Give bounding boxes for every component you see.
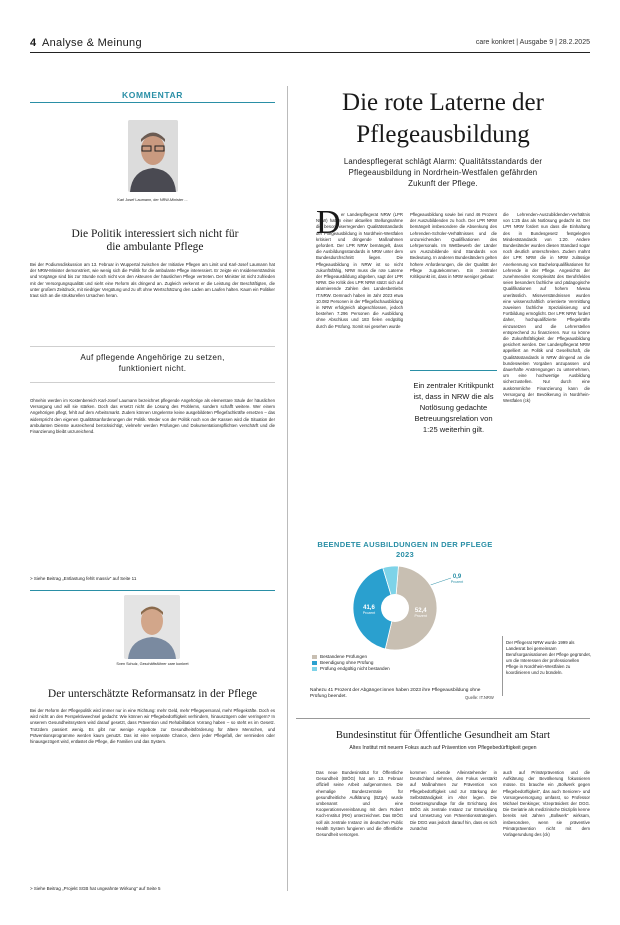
second-article-col3: auch auf Primärprävention und die Aufklärung der Bevölkerung fokussieren müsse. Es brauche ein „Bollwerk gegen Pflegebedürftigkeit“, das auch Senioren- und Vorsorgeversorgung umfasst, so Professor Michael Denkinger, Vizepräsident der DGG. Die Geriatrie als medizinische Disziplin kenne bereits seit Jahren „Bollwerk“ wirksam, insbesondere, wenn sie präventive Primärprävention nicht mit dem Vorlagerundung des (ck) <box>503 770 590 838</box>
pie-value-label: 0,9 <box>452 574 462 580</box>
commentary1-body: Bei der Podiumsdiskussion am 13. Februar in Wuppertal zwischen der Initiative Pflegen am Limit und Karl-Josef Laumann hat der NRW-Minister demonstriert, wie wenig sich die Politik für die ambulante Pflege interessiert. Er zeigte ein Insiderverständnis und Vorgänge sind bis zur Stunde noch nicht von den Akteuren der häuslichen Pflege vertreten. Der Minister ist nicht zufrieden mit der Versorgungsqualität und sieht eine Reform als dringend an. Zugleich verkennt er die Leistung der Beschäftigten, die unter großem Zeitdruck, mit niedriger Vergütung und zu oft ohne Wertschätzung den Laden am Laufen halten. Kaum ein Politiker traut sich an die strukturellen Ursachen heran. <box>30 262 275 299</box>
chart-legend <box>312 654 502 672</box>
second-article-title: Bundesinstitut für Öffentliche Gesundheit am Start <box>335 730 551 741</box>
chart-source: Quelle: IT.NRW <box>465 695 494 700</box>
issue-info: care konkret | Ausgabe 9 | 28.2.2025 <box>475 39 590 46</box>
chart-note: Nahezu 41 Prozent der Abgänger:innen haben 2023 ihre Pflegeausbildung ohne Prüfung beendet. <box>310 688 481 700</box>
author1-photo <box>128 120 178 192</box>
legend-swatch <box>312 655 317 659</box>
page-number: 4 <box>30 37 37 49</box>
author1-caption: Karl Josef Laumann, der NRW-Minister ... <box>117 198 188 202</box>
article-quote: Ein zentraler Kritikpunkt ist, dass in NRW die als Notlösung gedachte Betreuungsrelation von 1:25 weiterhin gilt. <box>413 381 494 434</box>
article-col3: die Lehrenden-Auszubildenden-Verhältnis von 1:25 das als Notlösung gedacht ist. Der LPR NRW fordert nun dass die Einhaltung des in Bundesgesetz festgelegten Mindeststandards von 1:20. Andere Bundesländer wurden diesen Standard sogar noch deutlich unterschreiten. Zudem mahnt der LPR NRW die in NRW zulässige Anerkennung von Bachelorqualifikationen für Lehrende in der Pflege. Angesichts der zunehmenden Komplexität des Berufsfeldes seien besonders fachliche und pädagogische Qualifikationen auf hohem Niveau unerlässlich. Missverständnissen wurden eine wissenschaftlich orientierte Vermittlung zuweisen fachliche Spezialisierung und Fortbildung ermöglicht. Der LPR NRW fordert daher, hochqualifizierte Pflegekräfte einzusetzen und die Lehrerstellen entsprechend zu finanzieren. Nur so könne die Zukunftsfähigkeit der Pflegeausbildung gesichert werden. Der Landespflegerat NRW appelliert an Politik und Gesellschaft, die Qualitätsstandards in NRW dringend an die bundesweiten Vorgaben anzupassen und dauerhafte Anstrengungen zu unternehmen, um eine hochwertige Ausbildung sicherzustellen. Nur durch eine auskömmliche Finanzierung kann die Versorgung der Bevölkerung in Nordrhein-Westfalen (ck) <box>503 212 590 404</box>
legend-swatch <box>312 667 317 671</box>
pie-center-hole <box>381 594 409 622</box>
commentary2-link[interactable]: > Siehe Beitrag „Projekt SGB hat ungeahnte Wirkung“ auf Seite 5 <box>30 886 161 891</box>
commentary1-body-continued: Ohnehin werden im Kostenbereich Karl-Josef Laumann bezeichnet pflegende Angehörige als elementare Säule der häuslichen Versorgung und will sie stärken. Doch das ersetzt nicht die Lösung des Problems, sondern schafft weitere. Wer einem Angehörigen pflegt, fehlt auf dem Arbeitsmarkt. Zudem können Ungelernte keine ausgebildeten Pflegefachkräfte ersetzen – das widerspricht den eigenen Qualitätsanforderungen der Politik. Weder von der Politik noch von der Kassen wird die Situation der ambulanten Dienste ausreichend berücksichtigt, vielmehr werden Prüfungen und Dokumentationspflichten verschärft und die Finanzierung bleibt unzureichend. <box>30 398 275 435</box>
author2-caption: Sven Schulz, Geschäftsführer care konkret <box>116 662 189 666</box>
commentary1-headline: Die Politik interessiert sich nicht für die ambulante Pflege <box>71 228 239 253</box>
article-col2: Pflegeausbildung sowie bei rund 46 Prozent der Auszubildenden zu hoch. Der LPR NRW bemängelt insbesondere die Absenkung des Lehrenden-Schüler-Verhältnisses und die unzureichenden Qualifikationen des Lehrpersonals. Im Wettbewerb der Länder um Auszubildende sind Standards von Bedeutung. In anderen Bundesländern gelten höhere Anforderungen, die der Qualität der Pflege zugutekommen. Ein zentraler Kritikpunkt ist, dass in NRW weniger gebaut <box>410 212 497 280</box>
article-col1: er Landespflegerat NRW (LPR NRW) hat in einer aktuellen Stellungnahme die besorgniserregenden Qualitätsstandards der Pflegeausbildung in Nordrhein-Westfalen kritisiert und dringende Maßnahmen gefordert. Der LPR NRW bemängelt, dass die Ausbildungsstandards in NRW unter dem Bundesdurchschnitt liegen. Die Pflegeausbildung in NRW ist so nicht zukunftsfähig, NRW muss die rote Laterne der Pflegeausbildung abgeben, sagt der LPR NRW. Die Kritik des LPR NRW stützt sich auf alarmierende Zahlen des Landesbetriebs IT.NRW. Demnach haben im Jahr 2023 etwa 10.082 Personen in der Pflegefachausbildung in NRW erfolgreich abgeschlossen, jedoch bestehen 7.296 Personen die Ausbildung ohne Abschluss und 183 fielen endgültig durch die Prüfung. Somit sei gesehen wurde <box>316 212 403 329</box>
second-article-col1: Das neue Bundesinstitut für Öffentliche Gesundheit (BIÖG) hat am 13. Februar offiziell seine Arbeit aufgenommen. Die ehemalige Bundeszentrale für gesundheitliche Aufklärung (BZgA) wurde umbenannt und eine Kooperationsvereinbarung mit dem Robert Koch-Institut (RKI) unterzeichnet. Das BIÖG soll als zentrale Instanz im deutschen Public Health System fungieren und die öffentliche Gesundheit versorgen. <box>316 770 403 838</box>
second-article-subtitle: Altes Institut mit neuem Fokus auch auf Prävention von Pflegebedürftigkeit gegen <box>349 745 537 751</box>
commentary2-body: Bei der Reform der Pflegepolitik wird immer nur in eine Richtung: mehr Geld, mehr Pflegepersonal, mehr Pflegekräfte. Doch es wird nicht an den Perspektivwechsel gedacht: Wie können wir Pflegebedürftigkeit verhindern, hinauszögern oder verringern? In unserem Gesundheitssystem wird darauf gesetzt, dass Prävention und Rehabilitation Vorrang haben – so steht es im Gesetz. Trotzdem passiert wenig. Es gibt nur wenige Angebote zur Gesundheitsförderung für ältere Menschen, und Präventionsprogramme werden kaum genutzt. Das ist eine verpasste Chance, denn jeder Pflegefall, der vermieden oder hinausgezögert wird, entlastet die Pflege, die Familien und das System. <box>30 708 275 745</box>
pie-unit-label: Prozent <box>362 610 376 615</box>
legend-label: Bestandene Prüfungen <box>320 654 367 659</box>
author2-photo <box>124 595 180 659</box>
article-dropcap: D <box>316 204 341 241</box>
pie-chart <box>310 564 500 660</box>
legend-item <box>312 666 502 672</box>
pie-value-label: 41,6 <box>363 604 375 611</box>
pullquote1-top-rule <box>30 346 275 347</box>
kommentar-label: KOMMENTAR <box>122 90 183 100</box>
section-title: Analyse & Meinung <box>42 37 142 49</box>
chart-title: BEENDETE AUSBILDUNGEN IN DER PFLEGE 2023 <box>317 540 493 559</box>
chart-box <box>310 536 500 670</box>
second-article-col2: kommen Lebende Alleinstehender in Deutschland nehmen, den Fokus verstärkt auf Maßnahmen zur Prävention von Pflegebedürftigkeit und zur Stärkung der Selbstständigkeit im Alter legen. Die Gesetzesgrundlage für die Errichtung des BIÖG als zentrale Instanz zur Entwicklung und Umsetzung von Präventionsstrategien. Die DGG was jedoch darauf hin, dass es sich zunächst <box>410 770 497 831</box>
legend-label: Beendigung ohne Prüfung <box>320 660 374 665</box>
author2-portrait <box>124 595 180 659</box>
col3-sidebar-divider <box>502 636 503 696</box>
pullquote1: Auf pflegende Angehörige zu setzen, funktioniert nicht. <box>80 353 225 373</box>
article-title-line1: Die rote Laterne der <box>342 89 544 116</box>
quote-top-rule <box>410 370 497 371</box>
author1-portrait <box>128 120 178 192</box>
pie-leader-line <box>431 578 451 585</box>
pullquote1-bottom-rule <box>30 382 275 383</box>
column-divider <box>287 86 288 891</box>
legend-swatch <box>312 661 317 665</box>
article-subtitle: Landespflegerat schlägt Alarm: Qualitätsstandards der Pflegeausbildung in Nordrhein-Westfalen gefährden Zukunft der Pflege. <box>343 157 543 188</box>
second-article-top-rule <box>296 718 590 719</box>
sidebar-note: Der Pflegerat NRW wurde 1999 als Landesrat bei gemeinsam Berufsorganisationen der Pflege gegründet, um die Interessen der professionellen Pflege in Nordrhein-Westfalen zu koordinieren und zu bündeln. <box>506 640 591 675</box>
commentary-separator <box>30 590 275 591</box>
kommentar-rule <box>30 102 275 103</box>
pie-value-label: 52,4 <box>414 608 427 615</box>
header-rule <box>30 52 590 53</box>
pie-unit-label: Prozent <box>450 580 464 584</box>
commentary2-headline: Der unterschätzte Reformansatz in der Pflege <box>47 688 258 700</box>
pie-unit-label: Prozent <box>414 614 427 619</box>
article-title-line2: Pflegeausbildung <box>356 121 530 148</box>
legend-label: Prüfung endgültig nicht bestanden <box>320 666 390 671</box>
commentary1-link[interactable]: > Siehe Beitrag „Entlastung fehlt massiv“ auf Seite 11 <box>30 576 137 581</box>
